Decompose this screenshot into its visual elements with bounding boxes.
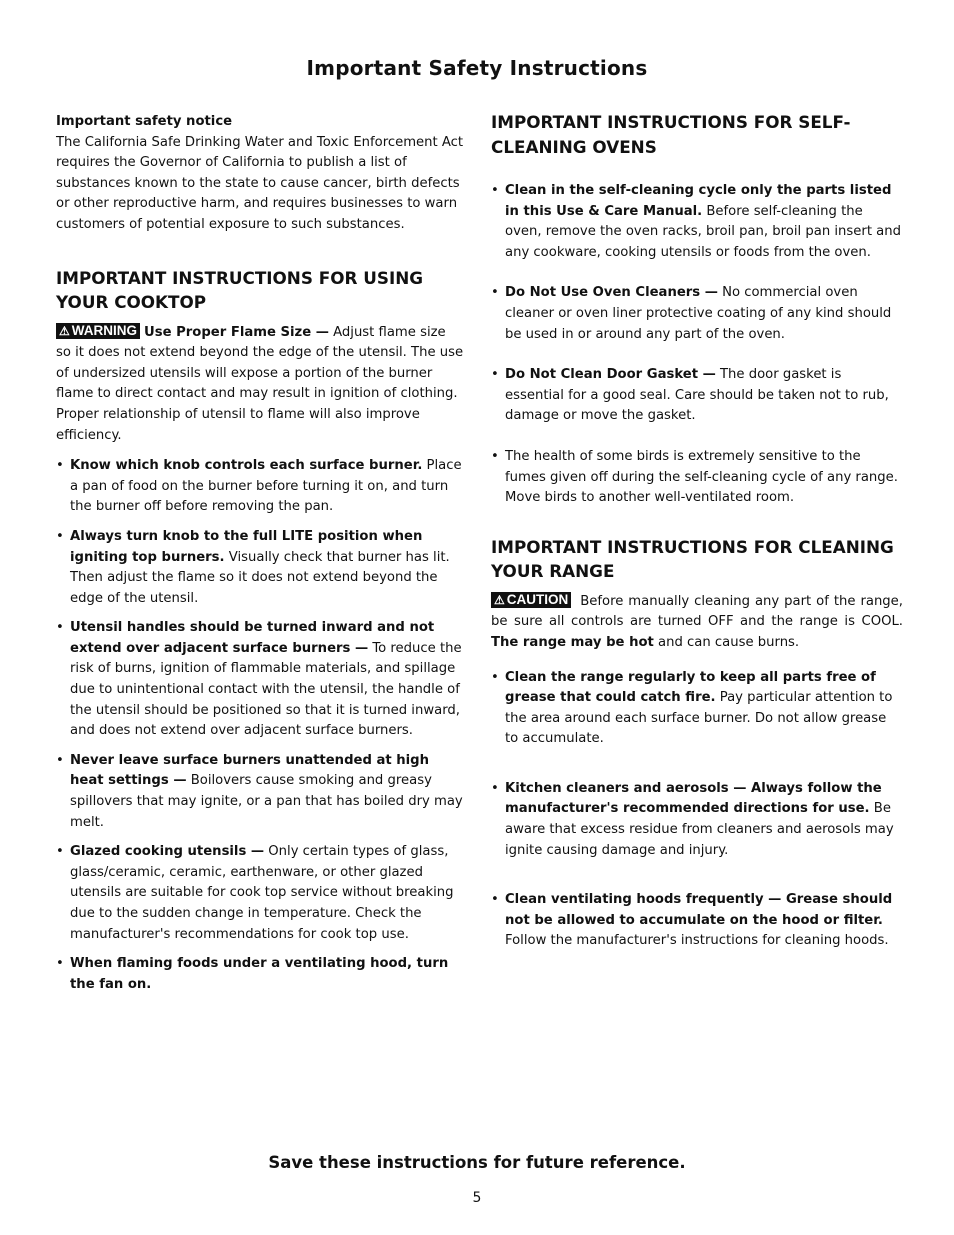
- bullet-text: Visually check that burner has lit. Then adjust the flame so it does not extend beyond the edge of the utensil.: [70, 549, 450, 606]
- notice-heading: Important safety notice: [56, 114, 233, 129]
- warning-bold: Use Proper Flame Size —: [144, 324, 329, 340]
- list-item: [491, 365, 903, 427]
- self-cleaning-bullet-list: [491, 181, 903, 509]
- bullet-text: Be aware that excess residue from cleaners and aerosols may ignite causing damage and injury.: [505, 801, 894, 858]
- caution-text-2: and can cause burns.: [653, 634, 800, 650]
- bullet-text: The health of some birds is extremely sensitive to the fumes given off during the self-cleaning cycle of any range. Move birds to another well-ventilated room.: [505, 448, 898, 506]
- bullet-bold: Utensil handles should be turned inward and not extend over adjacent surface burners —: [70, 620, 435, 656]
- warning-badge: [56, 323, 140, 339]
- right-column: [491, 112, 903, 952]
- list-item: [56, 842, 464, 945]
- bullet-bold: Know which knob controls each surface burner.: [70, 458, 423, 474]
- bullet-text: Before self-cleaning the oven, remove the oven racks, broil pan, broil pan insert and any cookware, cooking utensils or foods from the oven.: [505, 203, 901, 260]
- footer-note: Save these instructions for future reference.: [268, 1153, 686, 1172]
- list-item: [491, 890, 903, 952]
- list-item: [491, 283, 903, 345]
- bullet-text: Boilovers cause smoking and greasy spillovers that may ignite, or a pan that has boiled dry may melt.: [70, 773, 463, 830]
- caution-triangle-icon: ⚠: [494, 592, 505, 607]
- list-item: [56, 751, 464, 833]
- bullet-bold: Never leave surface burners unattended at high heat settings —: [70, 752, 430, 789]
- cooktop-heading: IMPORTANT INSTRUCTIONS FOR USING YOUR COOKTOP: [56, 267, 424, 313]
- list-item: [491, 668, 903, 750]
- caution-text-1: Before manually cleaning any part of the range, be sure all controls are turned OFF and the range is COOL.: [491, 593, 903, 630]
- page-title: Important Safety Instructions: [306, 56, 648, 80]
- bullet-text: Place a pan of food on the burner before turning it on, and turn the burner off before removing the pan.: [70, 458, 462, 515]
- list-item: [56, 618, 464, 742]
- warning-paragraph: [56, 323, 464, 447]
- cleaning-bullet-list: [491, 668, 903, 953]
- caution-paragraph: [491, 592, 903, 654]
- warning-text: Adjust flame size so it does not extend beyond the edge of the utensil. The use of undersized utensils will expose a portion of the burner flame to direct contact and may result in ignition of clothing. Proper relationship of utensil to flame will also improve efficiency.: [56, 324, 464, 443]
- caution-badge: [491, 592, 571, 608]
- bullet-bold: Always turn knob to the full LITE position when igniting top burners.: [70, 528, 423, 565]
- bullet-text: The door gasket is essential for a good seal. Care should be taken not to rub, damage or move the gasket.: [505, 367, 889, 424]
- bullet-bold: Kitchen cleaners and aerosols — Always follow the manufacturer's recommended directions for use.: [505, 780, 882, 817]
- warning-badge-label: WARNING: [71, 322, 138, 338]
- bullet-text: To reduce the risk of burns, ignition of flammable materials, and spillage due to unintentional contact with the utensil, the handle of the utensil should be positioned so that it is turned inward, and does not extend over adjacent surface burners.: [70, 640, 462, 739]
- list-item: [56, 527, 464, 609]
- notice-body: The California Safe Drinking Water and Toxic Enforcement Act requires the Governor of California to publish a list of substances known to the state to cause cancer, birth defects or other reproductive harm, and requires businesses to warn customers of potential exposure to such substances.: [56, 134, 464, 232]
- bullet-bold: When flaming foods under a ventilating hood, turn the fan on.: [70, 956, 449, 992]
- left-column: [56, 112, 464, 995]
- self-cleaning-heading: IMPORTANT INSTRUCTIONS FOR SELF-CLEANING OVENS: [491, 112, 851, 157]
- list-item: [56, 456, 464, 518]
- warning-triangle-icon: ⚠: [59, 323, 70, 338]
- bullet-bold: Do Not Use Oven Cleaners —: [505, 285, 718, 301]
- bullet-bold: Clean in the self-cleaning cycle only the parts listed in this Use & Care Manual.: [505, 183, 892, 219]
- bullet-bold: Clean the range regularly to keep all parts free of grease that could catch fire.: [505, 669, 876, 706]
- bullet-bold: Do Not Clean Door Gasket —: [505, 367, 716, 383]
- cleaning-heading: IMPORTANT INSTRUCTIONS FOR CLEANING YOUR RANGE: [491, 536, 894, 582]
- caution-badge-label: CAUTION: [506, 591, 569, 607]
- bullet-bold: Clean ventilating hoods frequently — Grease should not be allowed to accumulate on the hood or filter.: [505, 892, 893, 928]
- caution-bold: The range may be hot: [491, 634, 654, 650]
- bullet-text: No commercial oven cleaner or oven liner protective coating of any kind should be used in or around any part of the oven.: [505, 285, 892, 342]
- list-item: [56, 954, 464, 995]
- bullet-text: Only certain types of glass, glass/ceramic, ceramic, earthenware, or other glazed utensils are suitable for cook top service without breaking due to the sudden change in temperature. Check the manufacturer's recommendations for cook top use.: [70, 844, 454, 942]
- list-item: [491, 447, 903, 509]
- bullet-text: Follow the manufacturer's instructions for cleaning hoods.: [505, 933, 889, 949]
- list-item: [491, 779, 903, 861]
- bullet-bold: Glazed cooking utensils —: [70, 844, 265, 860]
- cooktop-bullet-list: [56, 456, 464, 995]
- bullet-text: Pay particular attention to the area around each surface burner. Do not allow grease to accumulate.: [505, 690, 893, 747]
- list-item: [491, 181, 903, 263]
- page-number: 5: [472, 1190, 482, 1206]
